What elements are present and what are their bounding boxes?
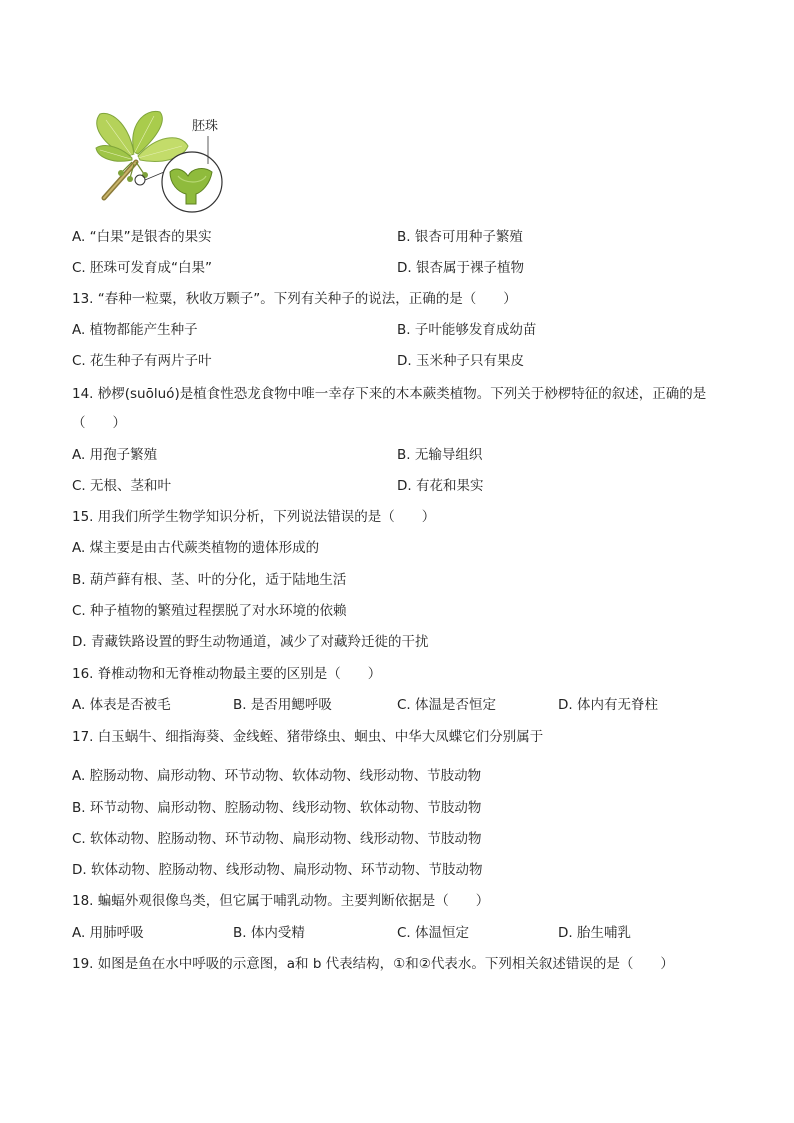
q13-option-d: D. 玉米种子只有果皮 [397, 353, 524, 369]
q12-option-d: D. 银杏属于裸子植物 [397, 260, 524, 276]
q13-stem: 13. “春种一粒粟，秋收万颗子”。下列有关种子的说法，正确的是（ ） [72, 291, 517, 307]
q13-option-a: A. 植物都能产生种子 [72, 322, 198, 338]
q16-option-d: D. 体内有无脊柱 [558, 697, 658, 713]
q16-stem: 16. 脊椎动物和无脊椎动物最主要的区别是（ ） [72, 666, 382, 682]
q19-stem: 19. 如图是鱼在水中呼吸的示意图，a和 b 代表结构，①和②代表水。下列相关叙述错误的是（ ） [72, 956, 674, 972]
q17-stem: 17. 白玉蜗牛、细指海葵、金线蛭、猪带绦虫、蛔虫、中华大凤蝶它们分别属于 [72, 729, 544, 745]
q14-option-a: A. 用孢子繁殖 [72, 447, 158, 463]
q17-option-d: D. 软体动物、腔肠动物、线形动物、扁形动物、环节动物、节肢动物 [72, 862, 483, 878]
q15-option-b: B. 葫芦藓有根、茎、叶的分化，适于陆地生活 [72, 572, 347, 588]
ovule-label: 胚珠 [192, 119, 219, 134]
q17-option-a: A. 腔肠动物、扁形动物、环节动物、软体动物、线形动物、节肢动物 [72, 768, 482, 784]
q17-option-c: C. 软体动物、腔肠动物、环节动物、扁形动物、线形动物、节肢动物 [72, 831, 482, 847]
q12-option-a: A. “白果”是银杏的果实 [72, 229, 212, 245]
q17-option-b: B. 环节动物、扁形动物、腔肠动物、线形动物、软体动物、节肢动物 [72, 800, 482, 816]
q15-option-d: D. 青藏铁路设置的野生动物通道，减少了对藏羚迁徙的干扰 [72, 634, 429, 650]
ginkgo-ovule-figure [84, 106, 234, 216]
q18-option-b: B. 体内受精 [233, 925, 305, 941]
q12-option-c: C. 胚珠可发育成“白果” [72, 260, 212, 276]
q14-option-c: C. 无根、茎和叶 [72, 478, 172, 494]
q18-option-c: C. 体温恒定 [397, 925, 470, 941]
q14-stem-bracket: （ ） [72, 415, 126, 431]
q15-stem: 15. 用我们所学生物学知识分析，下列说法错误的是（ ） [72, 509, 436, 525]
q16-option-b: B. 是否用鳃呼吸 [233, 697, 332, 713]
q18-stem: 18. 蝙蝠外观很像鸟类，但它属于哺乳动物。主要判断依据是（ ） [72, 893, 490, 909]
q14-stem: 14. 桫椤(suōluó)是植食性恐龙食物中唯一幸存下来的木本蕨类植物。下列关于桫椤特征的叙述，正确的是 [72, 386, 707, 402]
q14-option-b: B. 无输导组织 [397, 447, 483, 463]
q14-option-d: D. 有花和果实 [397, 478, 484, 494]
q18-option-a: A. 用肺呼吸 [72, 925, 144, 941]
q15-option-a: A. 煤主要是由古代蕨类植物的遗体形成的 [72, 540, 320, 556]
q18-option-d: D. 胎生哺乳 [558, 925, 631, 941]
q16-option-a: A. 体表是否被毛 [72, 697, 171, 713]
q13-option-c: C. 花生种子有两片子叶 [72, 353, 212, 369]
q16-option-c: C. 体温是否恒定 [397, 697, 497, 713]
q13-option-b: B. 子叶能够发育成幼苗 [397, 322, 537, 338]
q12-option-b: B. 银杏可用种子繁殖 [397, 229, 523, 245]
q15-option-c: C. 种子植物的繁殖过程摆脱了对水环境的依赖 [72, 603, 347, 619]
